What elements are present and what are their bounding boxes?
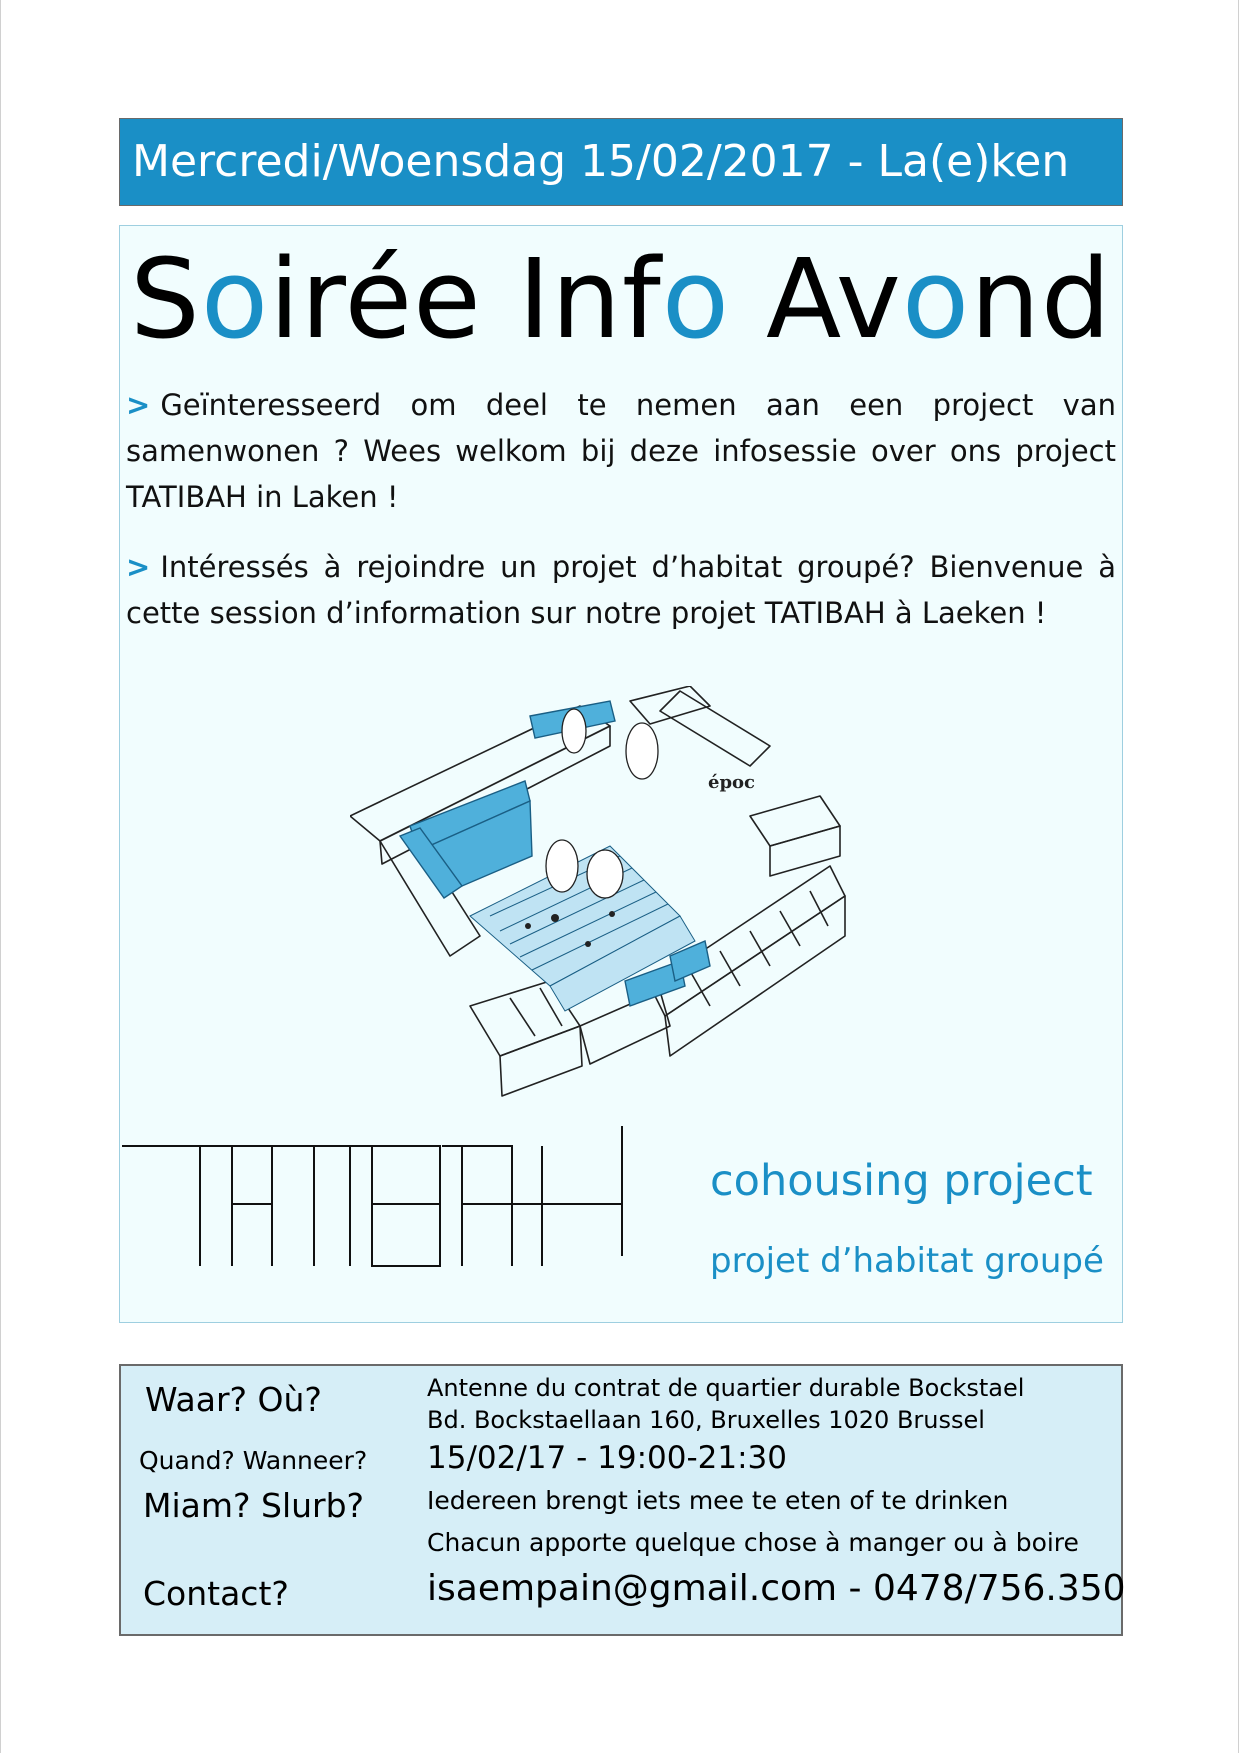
title-part-accent: o	[901, 235, 971, 363]
arrow-icon: >	[126, 550, 151, 584]
info-box	[119, 1364, 1126, 1636]
title-part: S	[130, 235, 201, 363]
intro-french-text: Intéressés à rejoindre un projet d’habitat groupé? Bienvenue à cette session d’information sur notre projet TATIBAH à Laeken !	[126, 550, 1116, 630]
intro-french	[126, 544, 1116, 636]
event-title	[130, 234, 1110, 364]
arrow-icon: >	[126, 388, 151, 422]
where-line-1: Antenne du contrat de quartier durable Bockstael	[427, 1374, 1025, 1402]
tatibah-logo	[122, 1126, 702, 1316]
title-part: irée Inf	[269, 235, 662, 363]
when-label: Quand? Wanneer?	[139, 1446, 368, 1475]
main-panel	[119, 225, 1123, 1323]
contact-value[interactable]: isaempain@gmail.com - 0478/756.350	[427, 1568, 1126, 1609]
date-banner	[119, 118, 1123, 206]
title-part: Av	[730, 235, 902, 363]
food-line-1: Iedereen brengt iets mee te eten of te drinken	[427, 1486, 1009, 1515]
date-banner-text: Mercredi/Woensdag 15/02/2017 - La(e)ken	[132, 136, 1070, 187]
architecture-drawing	[350, 686, 910, 1106]
when-value: 15/02/17 - 19:00-21:30	[427, 1440, 787, 1476]
intro-dutch	[126, 382, 1116, 520]
contact-label: Contact?	[143, 1574, 289, 1613]
drawing-credit: époc	[708, 772, 756, 793]
where-line-2: Bd. Bockstaellaan 160, Bruxelles 1020 Brussel	[427, 1406, 985, 1434]
title-part: nd	[970, 235, 1112, 363]
tagline-cohousing: cohousing project	[710, 1156, 1093, 1206]
food-line-2: Chacun apporte quelque chose à manger ou à boire	[427, 1528, 1079, 1557]
food-label: Miam? Slurb?	[143, 1486, 365, 1525]
title-part-accent: o	[200, 235, 270, 363]
tagline-habitat: projet d’habitat groupé	[710, 1241, 1104, 1281]
where-label: Waar? Où?	[145, 1380, 322, 1419]
intro-dutch-text: Geïnteresseerd om deel te nemen aan een project van samenwonen ? Wees welkom bij deze infosessie over ons project TATIBAH in Laken !	[126, 388, 1116, 514]
title-part-accent: o	[661, 235, 731, 363]
